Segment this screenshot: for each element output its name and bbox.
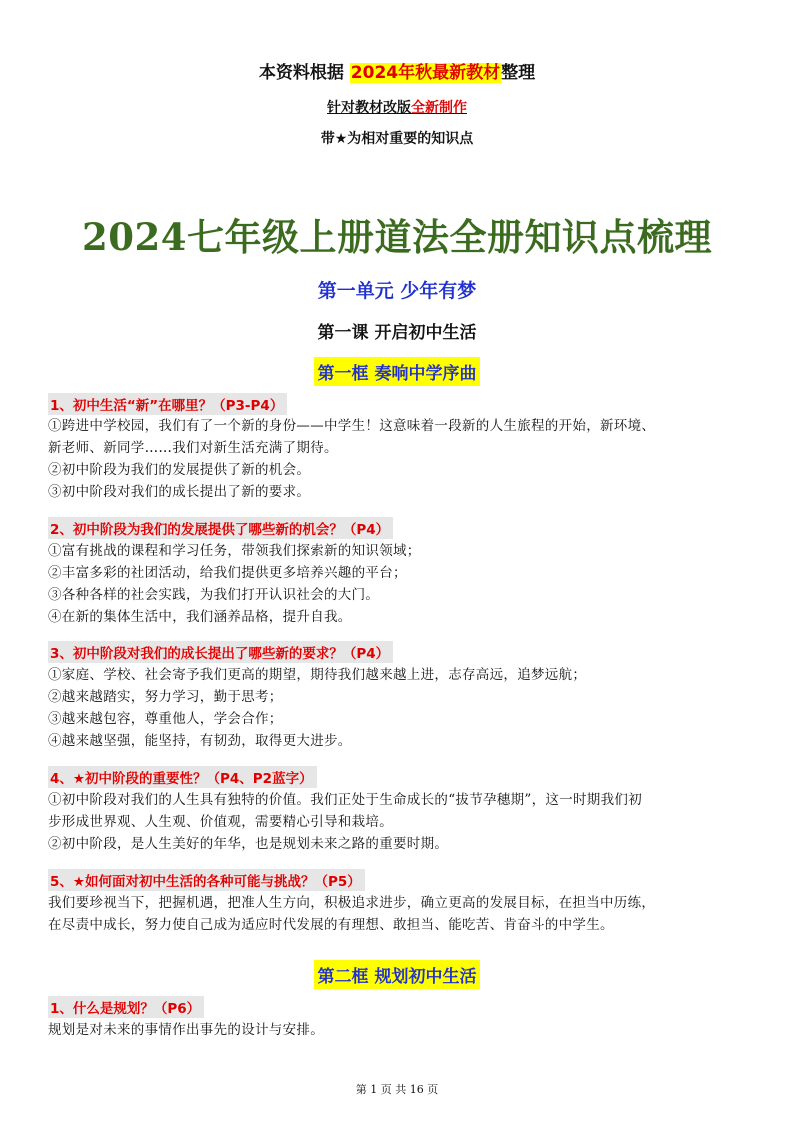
frame-heading-1 xyxy=(0,357,794,386)
answer-line: ③初中阶段对我们的成长提出了新的要求。 xyxy=(48,484,311,500)
page-title: 2024七年级上册道法全册知识点梳理 xyxy=(82,215,712,259)
header-edition-note xyxy=(0,97,794,117)
answer-line: ③越来越包容，尊重他人，学会合作； xyxy=(48,711,283,727)
header-star-note: 带★为相对重要的知识点 xyxy=(320,131,474,147)
answer-line: ②丰富多彩的社团活动，给我们提供更多培养兴趣的平台； xyxy=(48,565,407,581)
answer-line: ①富有挑战的课程和学习任务，带领我们探索新的知识领域； xyxy=(48,543,421,559)
question-4: 4、★初中阶段的重要性？（P4、P2蓝字） xyxy=(48,766,317,788)
answer-line: ②越来越踏实，努力学习，勤于思考； xyxy=(48,689,283,705)
edition-text: 针对教材改版 xyxy=(327,100,411,116)
question-3: 3、初中阶段对我们的成长提出了哪些新的要求？（P4） xyxy=(48,641,393,663)
answer-line: 在尽责中成长，努力使自己成为适应时代发展的有理想、敢担当、能吃苦、肯奋斗的中学生。 xyxy=(48,917,614,933)
answer-line: ①初中阶段对我们的人生具有独特的价值。我们正处于生命成长的“拔节孕穗期”，这一时期我们初 xyxy=(48,792,643,808)
answer-line: ③各种各样的社会实践，为我们打开认识社会的大门。 xyxy=(48,587,380,603)
page-footer: 第 1 页 共 16 页 xyxy=(355,1083,439,1096)
header-text: 本资料根据 xyxy=(258,63,344,83)
answer-line: 我们要珍视当下，把握机遇，把准人生方向，积极追求进步，确立更高的发展目标，在担当中历练， xyxy=(48,895,656,911)
header-highlight: 2024年秋最新教材 xyxy=(350,63,501,83)
answer-line: 新老师、新同学……我们对新生活充满了期待。 xyxy=(48,440,338,456)
answer-line: ①家庭、学校、社会寄予我们更高的期望，期待我们越来越上进，志存高远，追梦远航； xyxy=(48,667,587,683)
answer-line: 规划是对未来的事情作出事先的设计与安排。 xyxy=(48,1022,324,1038)
lesson-heading: 第一课 开启初中生活 xyxy=(317,323,477,343)
header-source-note xyxy=(0,58,794,83)
answer-line: ④越来越坚强，能坚持，有韧劲，取得更大进步。 xyxy=(48,733,352,749)
answer-line: 步形成世界观、人生观、价值观，需要精心引导和栽培。 xyxy=(48,814,393,830)
header-text-end: 整理 xyxy=(501,63,536,83)
question-6: 1、什么是规划？（P6） xyxy=(48,996,204,1018)
answer-line: ①跨进中学校园，我们有了一个新的身份——中学生！这意味着一段新的人生旅程的开始，新环境、 xyxy=(48,418,656,434)
edition-highlight: 全新制作 xyxy=(411,100,467,116)
frame-heading-2 xyxy=(0,960,794,989)
answer-line: ④在新的集体生活中，我们涵养品格，提升自我。 xyxy=(48,609,352,625)
unit-heading: 第一单元 少年有梦 xyxy=(317,280,477,302)
question-1: 1、初中生活“新”在哪里？（P3-P4） xyxy=(48,393,287,415)
frame-heading-text: 第一框 奏响中学序曲 xyxy=(314,357,481,386)
frame-heading-text: 第二框 规划初中生活 xyxy=(314,960,481,989)
answer-line: ②初中阶段，是人生美好的年华，也是规划未来之路的重要时期。 xyxy=(48,836,449,852)
question-2: 2、初中阶段为我们的发展提供了哪些新的机会？（P4） xyxy=(48,517,393,539)
answer-line: ②初中阶段为我们的发展提供了新的机会。 xyxy=(48,462,311,478)
question-5: 5、★如何面对初中生活的各种可能与挑战？（P5） xyxy=(48,869,365,891)
